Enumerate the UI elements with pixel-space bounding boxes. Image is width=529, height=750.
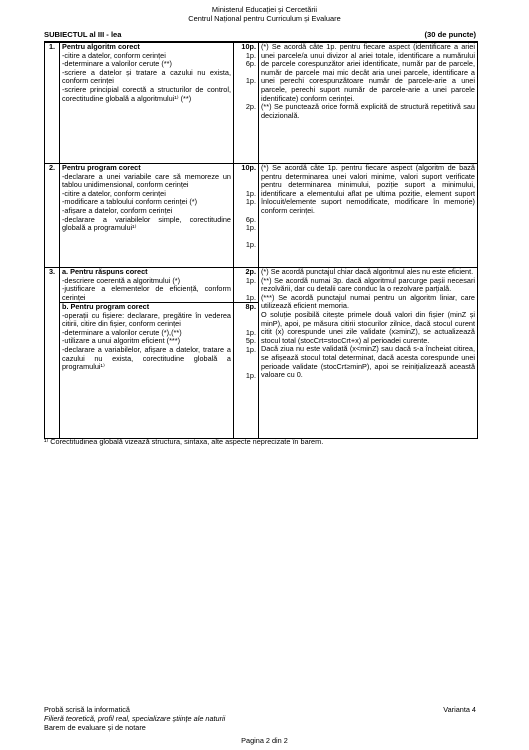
item-number: 1. <box>45 43 60 164</box>
table-row <box>45 268 478 439</box>
notes-paragraph: (*) Se acordă câte 1p. pentru fiecare aspect (algoritm de bază pentru determinarea unei valori minime, valori suport verificate pentru determinarea minimului, poziție suport a minimului, identificare a elementului aflat pe ultima poziție, element suport înlocuit/elemente suport nemodificate, modificare în memorie) conform cerinței. <box>261 163 475 215</box>
footer-track: Filieră teoretică, profil real, specializare științe ale naturii <box>44 714 226 723</box>
criteria-line: -afișare a datelor, conform cerinței <box>62 205 173 215</box>
points-cell <box>234 164 259 268</box>
criteria-line: -determinare a valorilor cerute (**) <box>62 59 172 69</box>
criteria-line: -citire a datelor, conform cerinței <box>62 188 166 198</box>
criteria-line: -declarare a variabilelor, afișare a datelor, tratare a cazului nu exista, corectitudine globală a programului¹⁾ <box>62 344 231 372</box>
points-value: 1p. <box>245 189 256 198</box>
points-value: 2p. <box>245 268 256 276</box>
points-value: 1p. <box>245 198 256 207</box>
page-number: Pagina 2 din 2 <box>241 736 288 745</box>
footer-exam: Probă scrisă la informatică <box>44 705 130 714</box>
points-value: 6p. <box>245 215 256 224</box>
notes-paragraph: Dacă ziua nu este validată (x<minZ) sau dacă s-a încheiat citirea, se afișează stocul total determinat, dacă acesta corespunde unei perioade validate (stocCrt≥minP), apoi se reinițializează această valoare cu 0. <box>261 344 475 380</box>
criteria-line: -modificare a tabloului conform cerinței (*) <box>62 197 198 207</box>
notes-paragraph: (**) Se punctează orice formă explicită de structură repetitivă sau decizională. <box>261 102 475 120</box>
criteria-line: -scriere a datelor și tratare a cazului nu exista, conform cerinței <box>62 67 231 86</box>
points-value: 10p. <box>241 164 256 172</box>
points-value: 1p. <box>245 77 256 86</box>
subject-points: (30 de puncte) <box>424 30 476 39</box>
points-value: 1p. <box>245 276 256 285</box>
notes-paragraph: (*) Se acordă câte 1p. pentru fiecare aspect (identificare a ariei unei parcele/a unui divizor al ariei totale, identificare a numărului de parcele corespunzător ariei identificate, număr par de parcele, număr de parcele mai mic decât aria unei parcele, identificare a unei perechi corespunzătoare număr de parcele-arie a unei parcele, perechi suport număr de parcele-arie a unei parcele identificate) conform cerinței. <box>261 42 475 103</box>
page-footer <box>44 705 478 732</box>
ministry-name: Ministerul Educației și Cercetării <box>211 5 318 14</box>
criteria-line: -utilizare a unui algoritm eficient (***) <box>62 336 181 346</box>
criteria-title: a. Pentru răspuns corect <box>62 267 148 276</box>
criteria-line: -declarare a variabilelor simple, corectitudine globală a programului¹⁾ <box>62 214 231 233</box>
criteria-title: Pentru algoritm corect <box>62 42 140 51</box>
points-value: 1p. <box>245 241 256 250</box>
table-row <box>45 164 478 268</box>
points-value: 1p. <box>245 293 256 302</box>
document-header <box>0 5 529 23</box>
points-value: 5p. <box>245 337 256 346</box>
footer-doc-type: Barem de evaluare și de notare <box>44 723 146 732</box>
points-cell <box>234 268 259 439</box>
subject-title-row <box>44 31 478 41</box>
criteria-line: -operații cu fișiere: declarare, pregătire în vederea citirii, citire din fișier, conform cerinței <box>62 310 231 329</box>
footer-variant: Varianta 4 <box>443 705 476 714</box>
points-value: 8p. <box>245 303 256 311</box>
notes-paragraph: (***) Se acordă punctajul numai pentru un algoritm liniar, care utilizează eficient memoria. <box>261 292 475 311</box>
table-row <box>45 43 478 164</box>
footnote: ¹⁾ Corectitudinea globală vizează structura, sintaxa, alte aspecte neprecizate în barem. <box>44 437 324 446</box>
criteria-title: Pentru program corect <box>62 163 141 172</box>
notes-paragraph: O soluție posibilă citește primele două valori din fișier (minZ și minP), apoi, pe măsura citirii stocurilor zilnice, dacă stocul curent citit (x) corespunde unei zile validate (x≥minZ), se actualizează stocul total (stocCrt=stocCrt+x) al perioadei curente. <box>261 309 475 345</box>
scoring-table <box>44 42 478 439</box>
points-value: 1p. <box>245 345 256 354</box>
subject-title: SUBIECTUL al III - lea <box>44 30 122 39</box>
criteria-line: -justificare a elementelor de eficiență, conform cerinței <box>62 284 231 302</box>
notes-cell <box>259 164 478 268</box>
points-value: 1p. <box>245 51 256 60</box>
criteria-cell <box>60 268 234 439</box>
notes-paragraph: (**) Se acordă numai 3p. dacă algoritmul parcurge pașii necesari rezolvării, dar cu detalii care conduc la o rezolvare parțială. <box>261 275 475 294</box>
criteria-title: b. Pentru program corect <box>62 302 150 311</box>
points-value: 1p. <box>245 371 256 380</box>
criteria-line: -descriere coerentă a algoritmului (*) <box>62 275 181 285</box>
points-value: 10p. <box>241 43 256 51</box>
notes-paragraph: (*) Se acordă punctajul chiar dacă algoritmul ales nu este eficient. <box>261 267 474 276</box>
criteria-line: -determinare a valorilor cerute (*),(**) <box>62 327 182 337</box>
notes-cell <box>259 268 478 439</box>
item-number: 2. <box>45 164 60 268</box>
center-name: Centrul Național pentru Curriculum și Evaluare <box>188 14 341 23</box>
points-value: 1p. <box>245 224 256 233</box>
criteria-cell <box>60 164 234 268</box>
criteria-cell <box>60 43 234 164</box>
notes-cell <box>259 43 478 164</box>
criteria-line: -scriere principial corectă a structurilor de control, corectitudine globală a algoritmului¹⁾ (**) <box>62 84 231 103</box>
criteria-line: -citire a datelor, conform cerinței <box>62 50 166 60</box>
item-number: 3. <box>45 268 60 439</box>
criteria-line: -declarare a unei variabile care să memoreze un tablou unidimensional, conform cerinței <box>62 171 231 190</box>
points-value: 2p. <box>245 103 256 112</box>
points-value: 6p. <box>245 60 256 69</box>
points-value: 1p. <box>245 328 256 337</box>
points-cell <box>234 43 259 164</box>
